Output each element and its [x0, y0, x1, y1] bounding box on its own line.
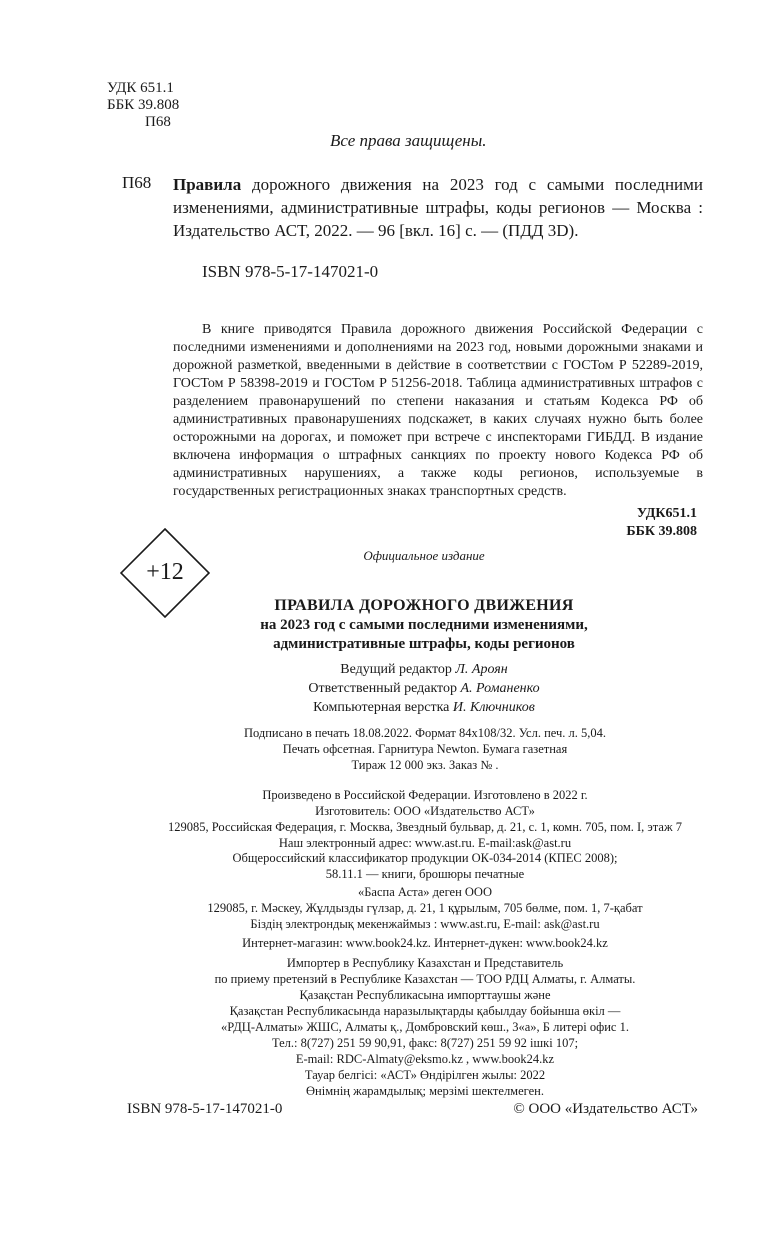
- print-info-line: Печать офсетная. Гарнитура Newton. Бумага газетная: [282, 742, 568, 756]
- staff-line: Ведущий редактор Л. Ароян: [340, 662, 508, 677]
- bibliographic-entry: [173, 173, 703, 242]
- author-mark: П68: [145, 114, 171, 130]
- bbk-code-bottom: ББК 39.808: [626, 524, 697, 539]
- print-info-line: Подписано в печать 18.08.2022. Формат 84x108/32. Усл. печ. л. 5,04.: [243, 726, 607, 740]
- isbn-bottom: ISBN 978-5-17-147021-0: [127, 1101, 283, 1117]
- abstract-text: В книге приводятся Правила дорожного движения Российской Федерации с последними изменениями и дополнениями на 2023 год, новыми дорожными знаками и дорожной разметкой, введенными в действие в соответствии с ГОСТом Р 52289-2019, ГОСТом Р 58398-2019 и ГОСТом Р 51256-2018. Таблица административных штрафов с разделением правонарушений по степени наказания и статьям Кодекса РФ об административных правонарушениях подскажет, в каких случаях нужно быть более осторожными на дорогах, и поможет при встрече с инспекторами ГИБДД. В издание включена информация о штрафных санкциях по проекту нового Кодекса РФ об административных нарушениях, а также коды регионов, используемые в государственных регистрационных знаках транспортных средств.: [173, 322, 703, 499]
- classifier-line: 58.11.1 — книги, брошюры печатные: [325, 867, 525, 881]
- print-info-line: Тираж 12 000 экз. Заказ № .: [351, 758, 499, 772]
- kz-publisher-info: [120, 884, 730, 932]
- udk-code-bottom: УДК651.1: [636, 506, 697, 521]
- producer-info: [120, 787, 730, 851]
- producer-line: Изготовитель: ООО «Издательство АСТ»: [315, 804, 535, 818]
- entry-label: П68: [122, 173, 152, 192]
- print-info: [120, 725, 730, 773]
- staff-line: Ответственный редактор А. Романенко: [308, 681, 540, 696]
- copyright-notice: © ООО «Издательство АСТ»: [513, 1101, 698, 1117]
- age-rating-text: +12: [146, 559, 184, 585]
- kz-publisher-line: «Баспа Аста» деген ООО: [357, 885, 492, 899]
- book-title-line3: административные штрафы, коды регионов: [273, 636, 575, 652]
- entry-rest: дорожного движения на 2023 год с самыми последними изменениями, административные штрафы, коды регионов — Москва : Издательство АСТ, 2022. — 96 [вкл. 16] с. — (ПДД 3D).: [173, 175, 703, 240]
- book-title-block: [120, 596, 728, 654]
- importer-line: «РДЦ-Алматы» ЖШС, Алматы қ., Домбровский көш., 3«а», Б литері офис 1.: [221, 1020, 629, 1034]
- importer-line: Өнімнің жарамдылық; мерзімі шектелмеген.: [306, 1084, 544, 1098]
- importer-line: E-mail: RDC-Almaty@eksmo.kz , www.book24.kz: [295, 1052, 555, 1066]
- entry-title-bold: Правила: [173, 175, 242, 194]
- kz-publisher-line: Біздің электрондық мекенжаймыз : www.ast.ru, E-mail: ask@ast.ru: [250, 917, 600, 931]
- importer-line: Қазақстан Республикасына импорттаушы және: [299, 988, 551, 1002]
- staff-credits: [120, 660, 728, 717]
- classifier-info: [120, 850, 730, 882]
- classifier-line: Общероссийский классификатор продукции ОК-034-2014 (КПЕС 2008);: [232, 851, 618, 865]
- staff-line: Компьютерная верстка И. Ключников: [313, 700, 535, 715]
- book-title-line1: ПРАВИЛА ДОРОЖНОГО ДВИЖЕНИЯ: [274, 597, 574, 614]
- internet-shop: [120, 935, 730, 951]
- importer-line: Импортер в Республику Казахстан и Представитель: [286, 956, 564, 970]
- internet-shop-line: Интернет-магазин: www.book24.kz. Интернет-дүкен: www.book24.kz: [242, 936, 608, 950]
- importer-line: Қазақстан Республикасында наразылықтарды қабылдау бойынша өкіл —: [229, 1004, 621, 1018]
- importer-line: Тел.: 8(727) 251 59 90,91, факс: 8(727) 251 59 92 ішкі 107;: [271, 1036, 579, 1050]
- book-title-line2: на 2023 год с самыми последними изменениями,: [260, 617, 588, 633]
- importer-line: по приему претензий в Республике Казахстан — ТОО РДЦ Алматы, г. Алматы.: [214, 972, 636, 986]
- producer-line: Наш электронный адрес: www.ast.ru. E-mail:ask@ast.ru: [278, 836, 572, 850]
- classification-codes: [107, 80, 179, 131]
- bbk-code: ББК 39.808: [107, 97, 180, 113]
- classification-codes-bottom: [560, 505, 697, 541]
- official-edition-note: Официальное издание: [363, 548, 485, 563]
- udk-code: УДК 651.1: [107, 80, 174, 96]
- producer-line: 129085, Российская Федерация, г. Москва, Звездный бульвар, д. 21, с. 1, комн. 705, пом. I, этаж 7: [168, 820, 682, 834]
- rights-reserved: Все права защищены.: [330, 131, 487, 150]
- importer-line: Тауар белгісі: «АСТ» Өндірілген жылы: 2022: [304, 1068, 546, 1082]
- abstract: [173, 321, 703, 501]
- isbn-top: ISBN 978-5-17-147021-0: [202, 262, 379, 281]
- producer-line: Произведено в Российской Федерации. Изготовлено в 2022 г.: [262, 788, 588, 802]
- importer-info: [120, 955, 730, 1099]
- kz-publisher-line: 129085, г. Мәскеу, Жұлдызды гүлзар, д. 21, 1 құрылым, 705 бөлме, пом. 1, 7-қабат: [207, 901, 643, 915]
